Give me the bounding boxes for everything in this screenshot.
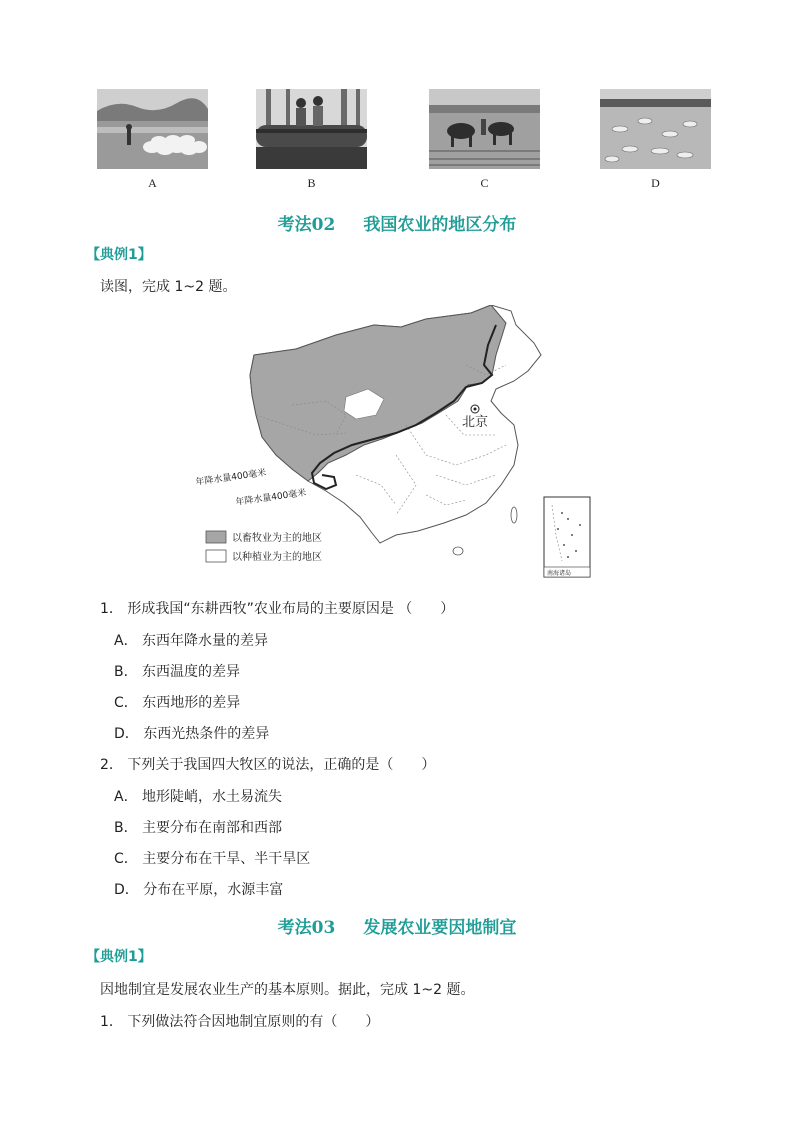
beijing-label: 北京 — [462, 414, 489, 429]
legend-farming-label: 以种植业为主的地区 — [232, 552, 322, 563]
question-1-option-c[interactable]: C． 东西地形的差异 — [114, 695, 241, 711]
photo-a-label: A — [148, 176, 157, 190]
question-1-stem: 1． 形成我国“东耕西牧”农业布局的主要原因是 （ ） — [100, 601, 455, 617]
section-heading: 发展农业要因地制宜 — [363, 918, 517, 938]
question-2-option-c[interactable]: C． 主要分布在干旱、半干旱区 — [114, 851, 311, 867]
question-1-option-b[interactable]: B． 东西温度的差异 — [114, 664, 241, 680]
isohyet-label-2: 年降水量400毫米 — [235, 488, 307, 508]
section-number: 考法03 — [277, 918, 336, 938]
question-2-stem: 2． 下列关于我国四大牧区的说法，正确的是（ ） — [100, 757, 436, 773]
question-1-option-a[interactable]: A． 东西年降水量的差异 — [114, 633, 269, 649]
photo-d-label: D — [651, 176, 660, 190]
map-intro-text: 读图，完成 1~2 题。 — [100, 279, 237, 295]
intro-text: 因地制宜是发展农业生产的基本原则。据此，完成 1~2 题。 — [100, 982, 475, 998]
section-number: 考法02 — [277, 215, 336, 235]
legend-farming-swatch — [206, 550, 226, 562]
photo-c-rice-paddy — [429, 89, 540, 169]
photo-d-fishing — [600, 89, 711, 169]
photo-c-label: C — [480, 176, 489, 190]
section-heading: 我国农业的地区分布 — [363, 215, 517, 235]
example-tag: 【典例1】 — [86, 949, 152, 965]
question-2-option-b[interactable]: B． 主要分布在南部和西部 — [114, 820, 283, 836]
inset-label: 南海诸岛 — [547, 570, 572, 577]
legend-pastoral-label: 以畜牧业为主的地区 — [232, 533, 322, 544]
legend-pastoral-swatch — [206, 531, 226, 543]
south-china-sea-inset — [544, 497, 590, 577]
question-1-option-d[interactable]: D． 东西光热条件的差异 — [114, 726, 270, 742]
example-tag: 【典例1】 — [86, 247, 152, 263]
section-title-03 — [0, 913, 794, 938]
section-title-02 — [0, 210, 794, 235]
question-3-stem: 1． 下列做法符合因地制宜原则的有（ ） — [100, 1014, 380, 1030]
photo-b-label: B — [307, 176, 316, 190]
isohyet-label-1: 年降水量400毫米 — [196, 468, 267, 488]
photo-b-logging — [256, 89, 367, 169]
question-2-option-a[interactable]: A． 地形陡峭，水土易流失 — [114, 789, 283, 805]
china-agriculture-map — [196, 305, 592, 579]
photo-a-sheep-herding — [97, 89, 208, 169]
question-2-option-d[interactable]: D． 分布在平原，水源丰富 — [114, 882, 284, 898]
